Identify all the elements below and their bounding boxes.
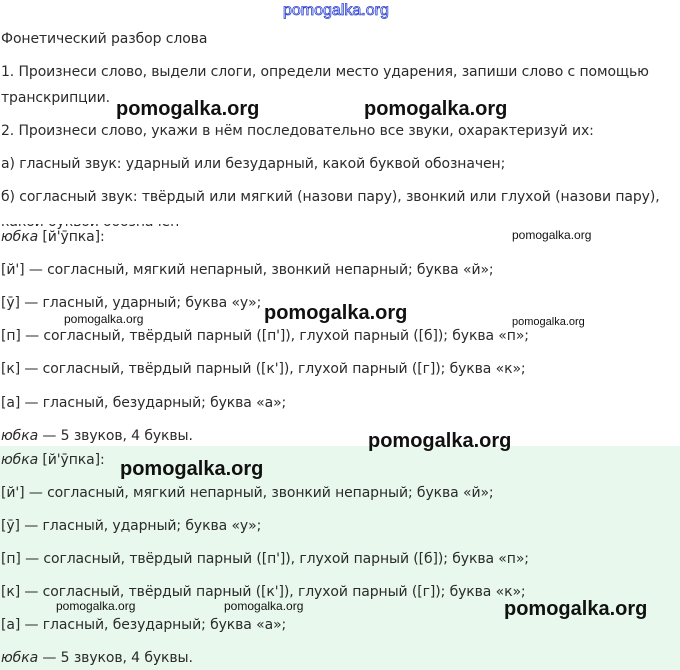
watermark: pomogalka.org bbox=[56, 599, 136, 613]
watermark: pomogalka.org bbox=[64, 312, 144, 326]
answer-sound-2: [ӯ] — гласный, ударный; буква «у»; bbox=[1, 518, 262, 534]
answer-sound-3: [п] — согласный, твёрдый парный ([п']), глухой парный ([б]); буква «п»; bbox=[1, 551, 529, 567]
analysis-sound-3: [п] — согласный, твёрдый парный ([п']), глухой парный ([б]); буква «п»; bbox=[1, 328, 529, 344]
analysis-word: юбка bbox=[1, 229, 39, 245]
analysis-sound-5: [а] — гласный, безударный; буква «а»; bbox=[1, 395, 287, 411]
watermark: pomogalka.org bbox=[504, 598, 648, 620]
task-2-a: а) гласный звук: ударный или безударный, какой буквой обозначен; bbox=[1, 156, 506, 172]
task-2: 2. Произнеси слово, укажи в нём последовательно все звуки, охарактеризуй их: bbox=[1, 123, 594, 139]
watermark: pomogalka.org bbox=[512, 228, 592, 242]
analysis-title bbox=[1, 229, 105, 245]
answer-sound-4: [к] — согласный, твёрдый парный ([к']), глухой парный ([г]); буква «к»; bbox=[1, 584, 526, 600]
watermark: pomogalka.org bbox=[120, 458, 264, 480]
watermark-top: pomogalka.org bbox=[283, 2, 389, 19]
answer-title bbox=[1, 452, 105, 468]
heading: Фонетический разбор слова bbox=[1, 31, 208, 47]
answer-transcription: [й'ӯпка]: bbox=[38, 452, 105, 468]
analysis-summary: юбка — 5 звуков, 4 буквы. bbox=[1, 428, 193, 444]
watermark: pomogalka.org bbox=[364, 98, 508, 120]
watermark: pomogalka.org bbox=[264, 302, 408, 324]
task-2-b-line-1: б) согласный звук: твёрдый или мягкий (назови пару), звонкий или глухой (назови пару), bbox=[1, 189, 660, 205]
task-1-line-1: 1. Произнеси слово, выдели слоги, определи место ударения, запиши слово с помощью bbox=[1, 64, 649, 80]
answer-summary-word: юбка bbox=[1, 650, 39, 666]
answer-summary: юбка — 5 звуков, 4 буквы. bbox=[1, 650, 193, 666]
task-1-line-2: транскрипции. bbox=[1, 90, 110, 106]
watermark: pomogalka.org bbox=[368, 430, 512, 452]
answer-sound-5: [а] — гласный, безударный; буква «а»; bbox=[1, 617, 287, 633]
analysis-sound-1: [й'] — согласный, мягкий непарный, звонкий непарный; буква «й»; bbox=[1, 262, 494, 278]
analysis-transcription: [й'ӯпка]: bbox=[38, 229, 105, 245]
watermark: pomogalka.org bbox=[116, 98, 260, 120]
answer-word: юбка bbox=[1, 452, 39, 468]
analysis-sound-4: [к] — согласный, твёрдый парный ([к']), глухой парный ([г]); буква «к»; bbox=[1, 361, 526, 377]
crop-edge bbox=[0, 212, 680, 224]
analysis-sound-2: [ӯ] — гласный, ударный; буква «у»; bbox=[1, 295, 262, 311]
answer-sound-1: [й'] — согласный, мягкий непарный, звонкий непарный; буква «й»; bbox=[1, 485, 494, 501]
analysis-summary-word: юбка bbox=[1, 428, 39, 444]
watermark: pomogalka.org bbox=[512, 316, 585, 328]
watermark: pomogalka.org bbox=[224, 599, 304, 613]
